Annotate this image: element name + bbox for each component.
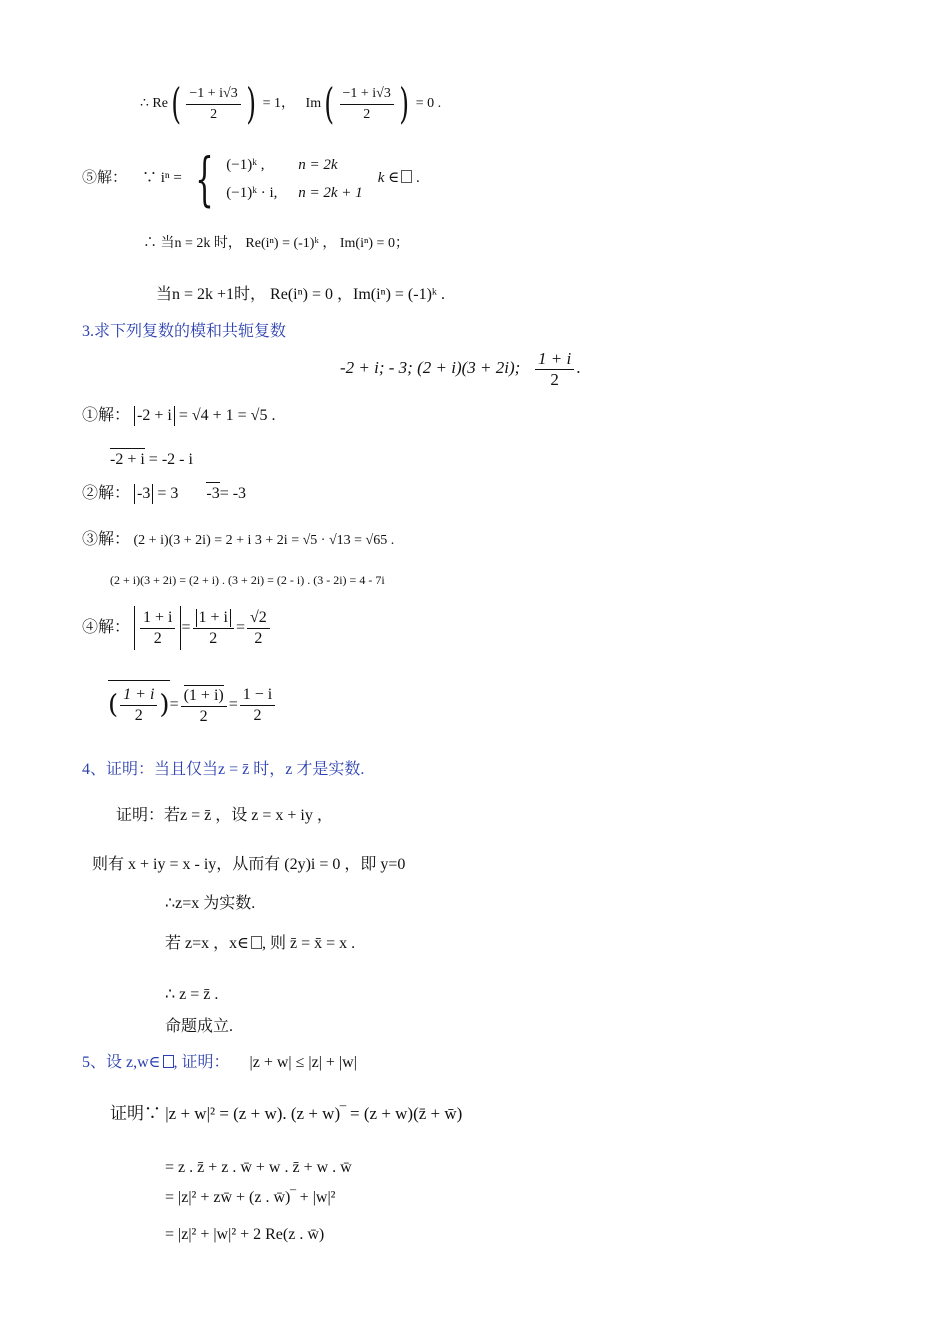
solution-4-conjugate: ( $\frac{1 + i}{2}$ )= $\frac{(1 + i)}{2}$ = $\frac{1 - i}{2}$ <box>108 680 277 728</box>
solution-1-result: = √4 + 1 = √5 . <box>178 407 276 424</box>
solution-3-label: ③解： <box>82 531 131 548</box>
therefore-symbol: ∴ <box>140 96 149 112</box>
re-im-line: ∴ Re( $\frac{-1 + i√3}{2}$ ) = 1， Im( $\frac{-1 + i√3}{2}$ ) = 0 . <box>140 79 442 128</box>
abs-value: -2 + i <box>134 406 175 426</box>
conjugate-bar: -2 + i <box>110 448 145 470</box>
solution-3-conjugate: (2 + i)(3 + 2i) = (2 + i) . (3 + 2i) = (2 - i) . (3 - 2i) = 4 - 7i <box>110 573 385 587</box>
re-value: = 1， <box>262 96 296 112</box>
solution-1-label: ①解： <box>82 407 131 424</box>
im-value: = 0 . <box>415 96 442 112</box>
solution-4-label: ④解： <box>82 619 131 636</box>
question-4-title: 4、证明：当且仅当z = z̄ 时，z 才是实数. <box>82 761 365 778</box>
question-3-title: 3.求下列复数的模和共轭复数 <box>82 323 287 340</box>
abs-fraction: $\frac{1 + i}{2}$ <box>134 606 181 650</box>
solution-5: ⑤解： ∵ iⁿ = { (−1)ᵏ , n = 2k (−1)ᵏ · i, n = 2k + 1 k ∈ . <box>82 144 420 213</box>
cases-block: (−1)ᵏ , n = 2k (−1)ᵏ · i, n = 2k + 1 <box>226 156 363 201</box>
solution-4: ④解： $\frac{1 + i}{2}$ = $\frac{1 + i}{2}$ = $\frac{√2}{2}$ <box>82 606 272 650</box>
re-label: Re <box>152 96 168 112</box>
complex-set-glyph <box>163 1055 174 1068</box>
real-set-glyph <box>251 936 262 949</box>
re-fraction: $\frac{-1 + i√3}{2}$ <box>186 85 240 124</box>
solution-2: ②解： -3 = 3 -3= -3 <box>82 482 246 504</box>
q4-proof-6: 命题成立. <box>165 1018 234 1035</box>
solution-3-modulus: (2 + i)(3 + 2i) = 2 + i 3 + 2i = √5 · √13 = √65 . <box>133 533 395 548</box>
q5-proof-4: = |z|² + |w|² + 2 Re(z . w̄) <box>165 1226 325 1243</box>
im-label: Im <box>305 96 322 112</box>
integer-set-glyph <box>401 170 412 183</box>
q5-proof-2: = z . z̄ + z . w̄ + w . z̄ + w . w̄ <box>165 1159 352 1176</box>
question-3-fraction: $\frac{1 + i}{2}$ <box>535 350 574 389</box>
q4-proof-2: 则有 x + iy = x - iy，从而有 (2y)i = 0 ，即 y=0 <box>92 856 406 873</box>
solution-1 <box>82 406 275 426</box>
k-membership: k ∈ <box>377 170 400 186</box>
q4-proof-1: 证明：若z = z̄ ，设 z = x + iy ， <box>116 807 333 824</box>
question-5-title: 5、设 z,w∈ , 证明： |z + w| ≤ |z| + |w| <box>82 1054 357 1071</box>
q4-proof-3: ∴z=x 为实数. <box>165 895 256 912</box>
q4-proof-5: ∴ z = z̄ . <box>165 986 219 1003</box>
q5-proof-1: 证明∵ |z + w|² = (z + w). (z + w)‾ = (z + w)(z̄ + w̄) <box>110 1104 463 1123</box>
q5-proof-3: = |z|² + zw̄ + (z . w̄)‾ + |w|² <box>165 1189 336 1206</box>
triangle-inequality: |z + w| ≤ |z| + |w| <box>249 1054 357 1071</box>
solution-5-label: ⑤解： <box>82 170 128 186</box>
im-fraction: $\frac{-1 + i√3}{2}$ <box>340 85 394 124</box>
q4-proof-4: 若 z=x ，x∈ , 则 z̄ = x̄ = x . <box>165 935 356 952</box>
question-3-list: -2 + i; - 3; (2 + i)(3 + 2i); $\frac{1 + i}{2}$ . <box>340 348 581 389</box>
solution-1-conjugate: -2 + i = -2 - i <box>110 448 193 470</box>
left-brace: { <box>194 144 214 213</box>
because-i-n: ∵ iⁿ = <box>142 170 182 186</box>
solution-2-label: ②解： <box>82 485 131 502</box>
even-case-line: ∴ 当n = 2k 时， Re(iⁿ) = (-1)ᵏ ， Im(iⁿ) = 0； <box>143 236 409 251</box>
odd-case-line: 当n = 2k +1时， Re(iⁿ) = 0 ，Im(iⁿ) = (-1)ᵏ . <box>156 286 445 303</box>
solution-3 <box>82 530 394 551</box>
